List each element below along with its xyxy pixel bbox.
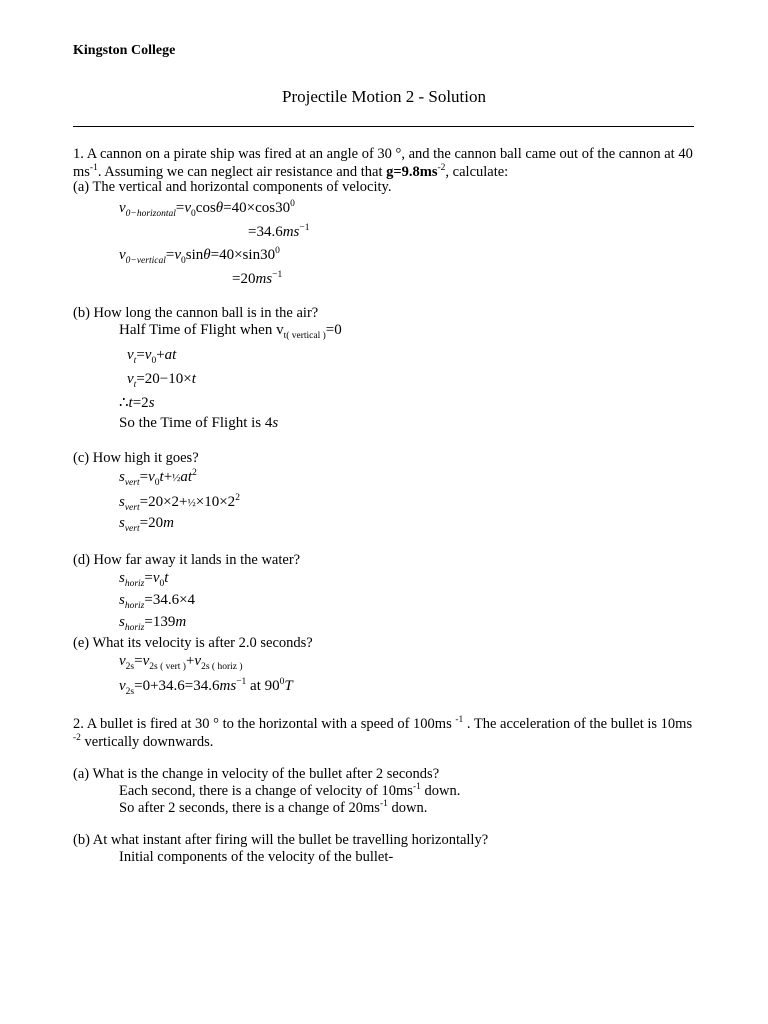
q1a-equation-vertical: $v_{0-vertical}=v_0\sin\theta=40\times\sin 30^0$ <box>119 246 280 266</box>
q1b-question: (b) How long the cannon ball is in the air? <box>73 305 319 321</box>
q1a-result-horizontal: $=34.6ms^{-1}$ <box>248 223 310 240</box>
q1b-equation-2: $v_t=20-10\times t$ <box>127 371 196 390</box>
q1d-equation-1: $s_{horiz}=v_0t$ <box>119 570 169 589</box>
q1d-question: (d) How far away it lands in the water? <box>73 552 301 568</box>
q2-intro: 2. A bullet is fired at 30 ° to the horizontal with a speed of 100ms $^{-1}$ . The acceleration of the bullet is 10ms $^{-2}$ vertically downwards. <box>73 715 693 750</box>
title-divider <box>73 126 694 127</box>
q1d-equation-2: $s_{horiz}=34.6\times 4$ <box>119 592 196 611</box>
q1b-half-time: Half Time of Flight when $v_{t( vertical )}=0$ <box>119 322 342 341</box>
q1-intro: 1. A cannon on a pirate ship was fired at an angle of 30 °, and the cannon ball came out of the cannon at 40 $ms^{-1}$. Assuming we can neglect air resistance and that $g=9.8ms^{-2}$, calculate: <box>73 146 693 180</box>
q1c-equation-2: $s_{vert}=20\times 2+\frac{1}{2}\times 10\times 2^2$ <box>119 493 240 513</box>
q1e-equation-1: $v_{2s}=v_{2s ( vert )}+v_{2s ( horiz )}$ <box>119 653 243 672</box>
q2a-answer-line-2: So after 2 seconds, there is a change of $20ms^{-1}$ down. <box>119 799 428 816</box>
college-name: Kingston College <box>73 43 176 58</box>
q1b-equation-3: ∴t=2s <box>119 395 155 411</box>
q2a-question: (a) What is the change in velocity of the bullet after 2 seconds? <box>73 766 440 782</box>
q1a-result-vertical: $=20ms^{-1}$ <box>232 270 283 287</box>
q1e-equation-2: $v_{2s}=0+34.6=34.6ms^{-1}$ at $90^0T$ <box>119 677 293 697</box>
q2b-question: (b) At what instant after firing will the bullet be travelling horizontally? <box>73 832 489 848</box>
q1b-equation-1: $v_t=v_0+at$ <box>127 347 177 366</box>
q1b-answer: So the Time of Flight is 4s <box>119 415 279 431</box>
q1c-equation-3: $s_{vert}=20m$ <box>119 515 174 534</box>
q1d-equation-3: $s_{horiz}=139m$ <box>119 614 187 633</box>
page-title: Projectile Motion 2 - Solution <box>282 87 486 106</box>
q1e-question: (e) What its velocity is after 2.0 seconds? <box>73 635 313 651</box>
q2b-answer-line-1: Initial components of the velocity of the bullet- <box>119 849 394 865</box>
q1c-question: (c) How high it goes? <box>73 450 199 466</box>
q1a-equation-horizontal: $v_{0-horizontal}=v_0\cos\theta=40\times\cos 30^0$ <box>119 199 295 219</box>
q1a-question: (a) The vertical and horizontal components of velocity. <box>73 179 392 195</box>
q1c-equation-1: $s_{vert}=v_0t+\frac{1}{2}at^2$ <box>119 468 197 488</box>
q2a-answer-line-1: Each second, there is a change of velocity of $10ms^{-1}$ down. <box>119 782 461 799</box>
